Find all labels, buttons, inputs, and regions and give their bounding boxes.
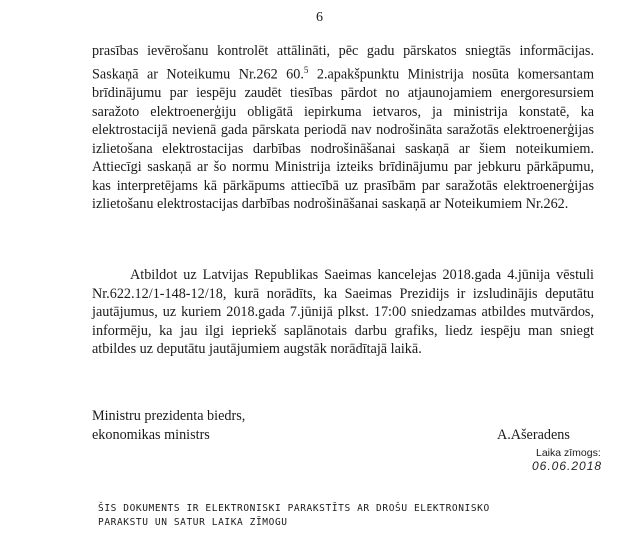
signer-name: A.Ašeradens bbox=[497, 427, 570, 443]
page-number: 6 bbox=[316, 10, 323, 25]
paragraph-noteikumi bbox=[92, 42, 594, 214]
paragraph-saeima-response: Atbildot uz Latvijas Republikas Saeimas kancelejas 2018.gada 4.jūnija vēstuli Nr.622.12/1-148-12/18, kurā norādīts, ka Saeimas Prezidijs ir izsludinājis deputātu jautājumus, uz kuriem 2018.gada 7.jūnijā plkst. 17:00 sniedzamas atbildes mutvārdos, informēju, ka jau ilgi iepriekš saplānotais darbu grafiks, liedz iespēju man sniegt atbildes uz deputātu jautājumiem augstāk norādītajā laikā. bbox=[92, 267, 594, 358]
signer-title bbox=[92, 407, 245, 444]
timestamp-label: Laika zīmogs: bbox=[536, 447, 601, 459]
e-signature-note bbox=[98, 502, 538, 530]
e-signature-note-line-2: PARAKSTU UN SATUR LAIKA ZĪMOGU bbox=[98, 517, 288, 528]
signer-title-line-1: Ministru prezidenta biedrs, bbox=[92, 408, 246, 424]
signer-title-line-2: ekonomikas ministrs bbox=[92, 426, 210, 443]
e-signature-note-line-1: ŠIS DOKUMENTS IR ELEKTRONISKI PARAKSTĪTS AR DROŠU ELEKTRONISKO bbox=[98, 503, 490, 514]
paragraph-1-text-b: 2.apakšpunktu Ministrija nosūta komersantam brīdinājumu par iespēju zaudēt tiesības pārdot no atjaunojamiem energoresursiem saražoto elektroenerģiju obligātā iepirkuma ietvaros, ja ministrija konstatē, ka elektrostacijā nevienā gada pārskata periodā nav nodrošināta saražotās elektroenerģijas izlietošana elektrostacijas darbības nodrošināšanai saskaņā ar šiem noteikumiem. Attiecīgi saskaņā ar šo normu Ministrija izteiks brīdinājumu par jebkuru pārkāpumu, kas interpretējams kā pārkāpums attiecībā uz prasībām par saražotās elektroenerģijas izlietošanu elektrostacijas darbības nodrošināšanai saskaņā ar Noteikumiem Nr.262. bbox=[92, 66, 594, 213]
paragraph-1-text-a: prasības ievērošanu kontrolēt attālināti, pēc gadu pārskatos sniegtās informācijas. Saskaņā ar Noteikumu Nr.262 60. bbox=[92, 43, 594, 83]
timestamp-date: 06.06.2018 bbox=[532, 459, 603, 473]
paragraph-1-superscript: 5 bbox=[303, 64, 309, 75]
timestamp-stamp bbox=[532, 447, 603, 473]
